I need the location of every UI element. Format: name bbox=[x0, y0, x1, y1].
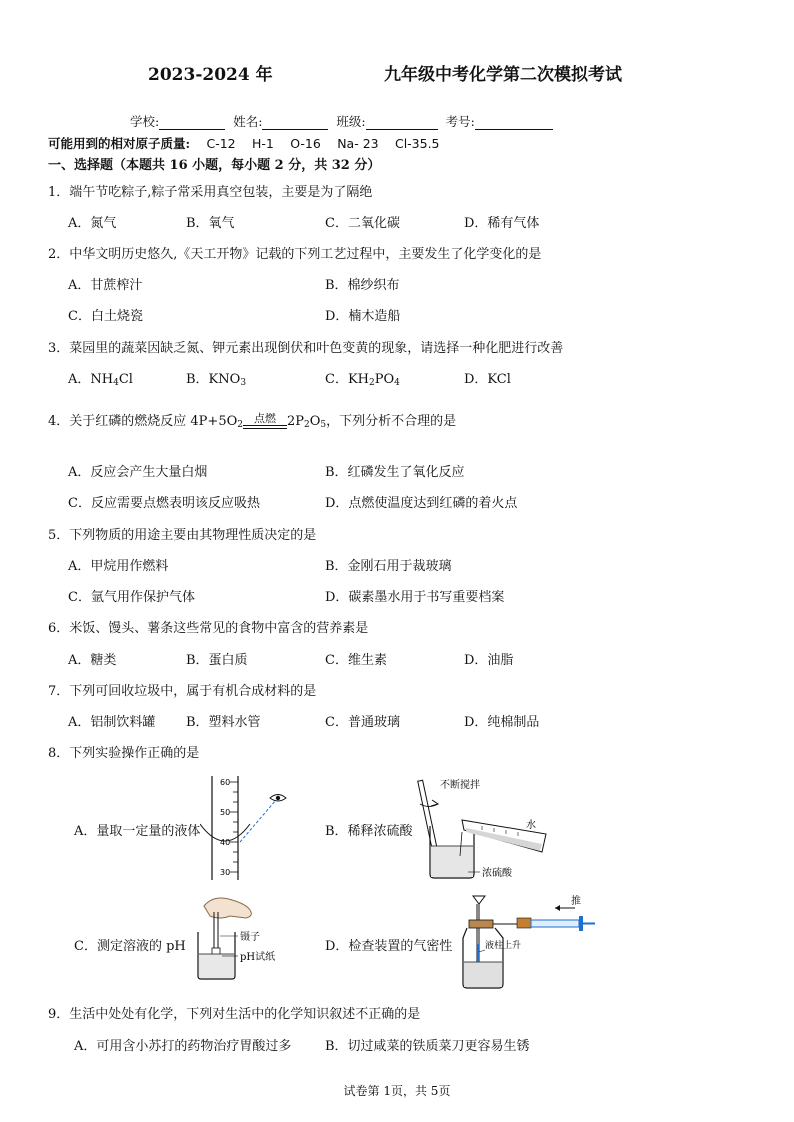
q4-option-b[interactable]: B．红磷发生了氧化反应 bbox=[325, 465, 465, 480]
atomic-mass-line bbox=[48, 134, 440, 152]
name-label: 姓名: bbox=[233, 114, 263, 129]
question-8-stem: 8．下列实验操作正确的是 bbox=[48, 746, 200, 761]
q3-option-a[interactable]: A．$NH_4Cl$ bbox=[68, 372, 133, 388]
dilution-figure bbox=[410, 776, 555, 886]
mass-o: O-16 bbox=[290, 136, 321, 151]
q2-option-b[interactable]: B．棉纱织布 bbox=[325, 278, 400, 293]
q7-option-c[interactable]: C．普通玻璃 bbox=[325, 715, 400, 730]
water-label: 水 bbox=[526, 820, 536, 831]
class-label: 班级: bbox=[336, 114, 366, 129]
mass-na: Na- 23 bbox=[337, 136, 379, 151]
q8-option-d[interactable]: D．检查装置的气密性 bbox=[325, 939, 453, 954]
q7-option-a[interactable]: A．铝制饮料罐 bbox=[68, 715, 156, 730]
exam-year: 2023-2024 年 bbox=[148, 65, 273, 85]
mass-c: C-12 bbox=[206, 136, 236, 151]
graduated-cylinder-figure bbox=[200, 772, 300, 884]
tweezers-label: 镊子 bbox=[240, 932, 260, 943]
q8-option-a[interactable]: A．量取一定量的液体 bbox=[74, 824, 201, 839]
exam-no-label: 考号: bbox=[445, 114, 475, 129]
q9-option-b[interactable]: B．切过咸菜的铁质菜刀更容易生锈 bbox=[325, 1039, 530, 1054]
hand-icon bbox=[204, 898, 251, 918]
q2-option-d[interactable]: D．楠木造船 bbox=[325, 309, 401, 324]
mass-h: H-1 bbox=[252, 136, 274, 151]
q3-option-c[interactable]: C．$KH_2PO_4$ bbox=[325, 372, 400, 388]
q6-option-c[interactable]: C．维生素 bbox=[325, 653, 387, 668]
stir-label: 不断搅拌 bbox=[440, 780, 480, 791]
question-5-stem: 5．下列物质的用途主要由其物理性质决定的是 bbox=[48, 528, 317, 543]
q6-option-a[interactable]: A．糖类 bbox=[68, 653, 117, 668]
exam-no-field[interactable] bbox=[475, 115, 553, 130]
section-heading: 一、选择题（本题共 16 小题，每小题 2 分，共 32 分） bbox=[48, 158, 381, 173]
ph-paper-label: pH试纸 bbox=[240, 952, 276, 963]
q8-option-c[interactable]: C．测定溶液的 pH bbox=[74, 939, 186, 954]
q4-option-c[interactable]: C．反应需要点燃表明该反应吸热 bbox=[68, 496, 260, 511]
question-4-stem: 4．关于红磷的燃烧反应 $4P+5O_2$ 点燃 $2P_2O_5$，下列分析不合理的是 bbox=[48, 412, 457, 430]
atomic-mass-label: 可能用到的相对原子质量: bbox=[48, 136, 191, 151]
q4-option-d[interactable]: D．点燃使温度达到红磷的着火点 bbox=[325, 496, 518, 511]
q1-option-a[interactable]: A．氮气 bbox=[68, 216, 117, 231]
tick-50: 50 bbox=[220, 808, 231, 817]
page-footer: 试卷第 1页，共 5页 bbox=[343, 1084, 451, 1098]
q5-option-c[interactable]: C．氩气用作保护气体 bbox=[68, 590, 195, 605]
q1-option-b[interactable]: B．氧气 bbox=[186, 216, 235, 231]
name-field[interactable] bbox=[262, 115, 328, 130]
airtightness-figure bbox=[455, 892, 605, 992]
class-field[interactable] bbox=[366, 115, 438, 130]
q1-option-c[interactable]: C．二氧化碳 bbox=[325, 216, 400, 231]
tick-40: 40 bbox=[220, 838, 231, 847]
student-info-line bbox=[130, 112, 557, 130]
q5-option-a[interactable]: A．甲烷用作燃料 bbox=[68, 559, 169, 574]
q6-option-b[interactable]: B．蛋白质 bbox=[186, 653, 248, 668]
q3-option-b[interactable]: B．$KNO_3$ bbox=[186, 372, 247, 388]
question-3-stem: 3．菜园里的蔬菜因缺乏氮、钾元素出现倒伏和叶色变黄的现象，请选择一种化肥进行改善 bbox=[48, 341, 564, 356]
q5-option-d[interactable]: D．碳素墨水用于书写重要档案 bbox=[325, 590, 505, 605]
q8-option-b[interactable]: B．稀释浓硫酸 bbox=[325, 824, 413, 839]
liquid-rise-label: 液柱上升 bbox=[485, 941, 522, 951]
question-2-stem: 2．中华文明历史悠久,《天工开物》记载的下列工艺过程中，主要发生了化学变化的是 bbox=[48, 247, 542, 262]
exam-title: 九年级中考化学第二次模拟考试 bbox=[384, 65, 622, 85]
q9-option-a[interactable]: A．可用含小苏打的药物治疗胃酸过多 bbox=[74, 1039, 292, 1054]
school-field[interactable] bbox=[159, 115, 225, 130]
mass-cl: Cl-35.5 bbox=[394, 136, 440, 151]
q7-option-d[interactable]: D．纯棉制品 bbox=[464, 715, 540, 730]
conc-acid-label: 浓硫酸 bbox=[482, 868, 512, 879]
q5-option-b[interactable]: B．金刚石用于裁玻璃 bbox=[325, 559, 452, 574]
q2-option-a[interactable]: A．甘蔗榨汁 bbox=[68, 278, 143, 293]
ph-test-figure bbox=[190, 892, 300, 982]
question-7-stem: 7．下列可回收垃圾中，属于有机合成材料的是 bbox=[48, 684, 317, 699]
q3-option-d[interactable]: D．KCl bbox=[464, 372, 511, 387]
question-1-stem: 1．端午节吃粽子,粽子常采用真空包装，主要是为了隔绝 bbox=[48, 185, 373, 200]
school-label: 学校: bbox=[130, 114, 160, 129]
reaction-arrow: 点燃 bbox=[243, 413, 287, 429]
push-label: 推 bbox=[571, 896, 581, 907]
q4-option-a[interactable]: A．反应会产生大量白烟 bbox=[68, 465, 208, 480]
q7-option-b[interactable]: B．塑料水管 bbox=[186, 715, 261, 730]
question-6-stem: 6．米饭、馒头、薯条这些常见的食物中富含的营养素是 bbox=[48, 621, 369, 636]
q2-option-c[interactable]: C．白土烧瓷 bbox=[68, 309, 143, 324]
q6-option-d[interactable]: D．油脂 bbox=[464, 653, 514, 668]
tick-60: 60 bbox=[220, 778, 231, 787]
question-9-stem: 9．生活中处处有化学，下列对生活中的化学知识叙述不正确的是 bbox=[48, 1007, 421, 1022]
tick-30: 30 bbox=[220, 868, 231, 877]
q1-option-d[interactable]: D．稀有气体 bbox=[464, 216, 540, 231]
